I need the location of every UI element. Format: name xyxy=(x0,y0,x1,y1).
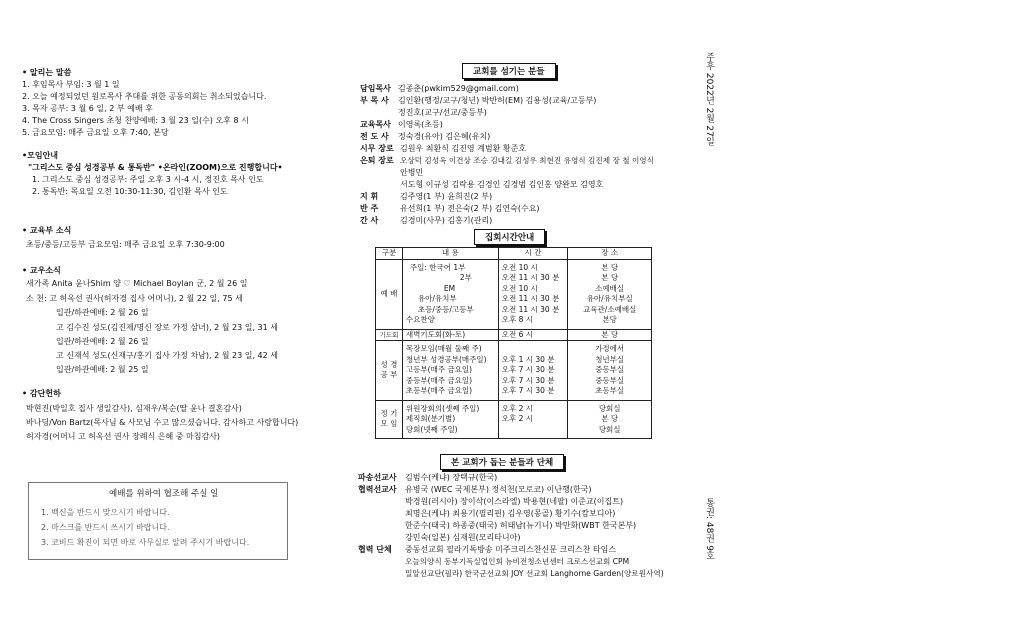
member-item: 입관/하관예배: 2 월 26 일 xyxy=(56,337,149,346)
schedule-time xyxy=(502,425,565,436)
staff-label: 전 도 사 xyxy=(360,132,389,141)
schedule-place: 본당 xyxy=(602,315,617,324)
notice-box xyxy=(28,482,288,560)
schedule-content: 2부 xyxy=(459,273,472,282)
schedule-content: 주일: 한국어 1부 xyxy=(409,262,466,272)
schedule-header: 구분 xyxy=(376,248,403,260)
schedule-place: 초등부실 xyxy=(595,386,625,395)
education-title: • 교육부 소식 xyxy=(22,226,72,235)
staff-text: 김원우 최환식 김진영 계범환 황준호 xyxy=(400,144,527,153)
staff-text: 오상덕 김성옥 이건상 조승 김내길 김성우 최현진 유영식 김진제 장 철 이영식 xyxy=(400,156,654,165)
member-item: 입관/하관예배: 2 월 26 일 xyxy=(56,308,149,317)
schedule-content: 초등부(매주 금요일) xyxy=(405,386,473,395)
staff-label: 담임목사 xyxy=(360,84,391,93)
announcements-title: • 알리는 말씀 xyxy=(22,68,72,77)
staff-text: 정진호(교구/선교/중등부) xyxy=(398,108,487,117)
mission-label: 파송선교사 xyxy=(358,473,397,482)
announcement-item: 3. 목자 공부: 3 월 6 일, 2 부 예배 후 xyxy=(22,104,153,113)
schedule-place: 청년부실 xyxy=(595,354,625,364)
staff-text: 김경미(사무) 김홍기(관리) xyxy=(400,216,493,225)
member-item: 고 신재석 성도(신재구/홍기 집사 가정 차남), 2 월 23 일, 42 세 xyxy=(56,351,279,360)
schedule-place: 본 당 xyxy=(601,273,619,282)
mission-label: 협력 단체 xyxy=(358,545,392,554)
schedule-time: 오후 1 시 30 분 xyxy=(501,354,555,364)
mission-text: 한준수(태국) 하종중(태국) 허태남(뉴기니) 박만화(WBT 한국본부) xyxy=(405,521,637,530)
member-item: 고 김수진 성도(김진제/명신 장로 가정 삼녀), 2 월 23 일, 31 세 xyxy=(56,323,279,332)
schedule-time: 오전 10 시 xyxy=(501,262,538,272)
bulletin-volume: 통권: 48권 9호 xyxy=(704,498,714,560)
notice-item: 3. 코비드 확진이 되면 바로 사무실로 알려 주시기 바랍니다. xyxy=(41,538,250,547)
schedule-time xyxy=(502,344,565,355)
schedule-header-row xyxy=(376,248,652,260)
staff-text: 김주영(1 부) 윤희진(2 부) xyxy=(400,192,493,201)
mission-text: 강민숙(일본) 심재원(모리타니아) xyxy=(405,533,521,542)
schedule-place: 당회실 xyxy=(598,424,621,434)
schedule-place: 본 당 xyxy=(601,262,619,272)
schedule-category: 기도회 xyxy=(376,329,403,341)
schedule-place: 본 당 xyxy=(601,414,619,423)
schedule-time: 오후 2 시 xyxy=(501,414,533,423)
staff-label: 시무 장로 xyxy=(360,144,394,153)
member-item: 소 천: 고 허옥선 권사(허자경 집사 어머니), 2 월 22 일, 75 세 xyxy=(26,294,243,303)
schedule-row-regular xyxy=(376,400,652,439)
schedule-content: 유아/유치부 xyxy=(417,294,457,303)
staff-label: 지 휘 xyxy=(360,192,379,201)
schedule-place: 가정에서 xyxy=(595,344,625,353)
schedule-row-study xyxy=(376,341,652,401)
schedule-content: 당회(넷째 주일) xyxy=(405,424,458,434)
schedule-place: 본 당 xyxy=(568,329,652,341)
bulletin-date: 주후 2022년 2월 27일 xyxy=(704,52,714,146)
member-item: 입관/하관예배: 2 월 25 일 xyxy=(56,365,149,374)
meeting-item: 1. 그리스도 중심 성경공부: 주일 오후 3 시-4 시, 정진호 목사 인도 xyxy=(32,175,264,184)
schedule-time: 오전 11 시 30 분 xyxy=(501,273,560,282)
schedule-content: EM xyxy=(443,283,456,293)
education-item: 초등/중등/고등부 금요모임: 매주 금요일 오후 7:30-9:00 xyxy=(26,240,225,249)
schedule-place: 유아/유치부실 xyxy=(586,294,633,303)
schedule-row-worship xyxy=(376,259,652,329)
staff-label: 간 사 xyxy=(360,216,379,225)
announcement-item: 2. 오늘 예정되었던 원로목사 추대를 위한 공동의회는 취소되었습니다. xyxy=(22,92,267,101)
mission-text: 오늘의양식 동부기독실업인회 뉴비전청소년센터 크로스선교회 CPM xyxy=(405,557,630,566)
mission-text: 김범수(케냐) 장택규(한국) xyxy=(405,473,498,482)
schedule-category: 예 배 xyxy=(376,259,403,329)
thanks-item: 박현진(박일호 집사 생일감사), 심재우/복순(딸 윤나 결혼감사) xyxy=(26,404,242,413)
notice-title: 예배를 위하여 협조해 주실 일 xyxy=(109,489,219,499)
thanks-item: 허자경(어머니 고 허옥선 권사 장례식 은혜 중 마침감사) xyxy=(26,432,221,441)
schedule-content: 고등부(매주 금요일) xyxy=(405,365,473,374)
schedule-content: 청년부 성경공부(매주일) xyxy=(405,354,487,364)
mission-text: 유병국 (WEC 국제본부) 정석천(모로코) 이난행(한국) xyxy=(405,485,592,494)
schedule-time: 오후 7 시 30 분 xyxy=(501,365,555,374)
staff-text: 서도형 이규성 김락용 김경인 김경범 김인홍 양완모 김영호 xyxy=(400,180,604,189)
meeting-item: 2. 통독반: 목요일 오전 10:30-11:30, 김인환 목사 인도 xyxy=(32,187,228,196)
schedule-time: 오후 7 시 30 분 xyxy=(501,386,555,395)
meetings-title: •모임안내 xyxy=(22,151,59,160)
schedule-header: 내 용 xyxy=(402,248,498,260)
schedule-time: 오후 2 시 xyxy=(501,403,533,413)
schedule-content: 초등/중등/고등부 xyxy=(417,304,474,314)
missions-title: 본 교회가 돕는 분들과 단체 xyxy=(440,454,564,470)
schedule-place: 교육관/소예배실 xyxy=(583,304,637,314)
staff-label: 부 목 사 xyxy=(360,96,389,105)
schedule-header: 시 간 xyxy=(498,248,568,260)
schedule-time: 오전 11 시 30 분 xyxy=(501,304,560,314)
staff-text: 정숙경(유아) 김은혜(유치) xyxy=(398,132,491,141)
schedule-time: 오전 6 시 xyxy=(498,329,568,341)
schedule-category: 정 기 모 임 xyxy=(376,400,403,439)
staff-title: 교회를 섬기는 분들 xyxy=(462,63,556,79)
notice-item: 2. 마스크를 반드시 쓰시기 바랍니다. xyxy=(41,523,170,532)
schedule-category: 성 경 공 부 xyxy=(376,341,403,401)
staff-text: 이영록(초등) xyxy=(398,120,443,129)
meetings-subtitle: "그리스도 중심 성경공부 & 통독반" •온라인(ZOOM)으로 진행합니다• xyxy=(28,163,283,172)
mission-text: 밀알선교단(필라) 한국군선교회 JOY 선교회 Langhorne Garden(양로원사역) xyxy=(405,569,664,578)
thanks-title: • 감단헌하 xyxy=(22,389,61,398)
staff-text: 유선희(1 부) 전은숙(2 부) 김연숙(수요) xyxy=(400,204,540,213)
announcement-item: 4. The Cross Singers 초청 찬양예배: 3 월 23 일(수) 오후 8 시 xyxy=(22,116,249,125)
mission-text: 박경원(러시아) 장이삭(이스라엘) 박용현(네팔) 이준교(이집트) xyxy=(405,497,624,506)
announcement-item: 1. 후임목사 부임: 3 월 1 일 xyxy=(22,80,120,89)
members-title: • 교우소식 xyxy=(22,266,61,275)
mission-label: 협력선교사 xyxy=(358,485,397,494)
schedule-place: 중등부실 xyxy=(595,375,625,385)
schedule-time: 오전 11 시 30 분 xyxy=(501,294,560,303)
schedule-title: 집회시간안내 xyxy=(474,229,545,245)
schedule-content: 목장모임(매월 둘째 주) xyxy=(405,344,482,353)
schedule-row-prayer xyxy=(376,329,652,341)
staff-text: 김인환(행정/교구/청년) 박반허(EM) 김용성(교육/고등부) xyxy=(398,96,597,105)
schedule-header: 장 소 xyxy=(568,248,652,260)
schedule-time: 오후 7 시 30 분 xyxy=(501,375,555,385)
schedule-content: 위원장회의(셋째 주일) xyxy=(405,403,480,413)
staff-text: 안병민 xyxy=(400,168,424,177)
mission-text: 중동선교회 필라기독방송 미주크리스찬신문 크리스찬 타임스 xyxy=(405,545,617,554)
notice-item: 1. 백신을 반드시 맞으시기 바랍니다. xyxy=(41,508,170,517)
staff-text: 김종춘(pwkim529@gmail.com) xyxy=(398,84,519,93)
schedule-place: 소예배실 xyxy=(595,283,625,293)
announcement-item: 5. 금요모임: 매주 금요일 오후 7:40, 본당 xyxy=(22,128,169,137)
mission-text: 최명은(케냐) 최용기(필리핀) 김우영(몽골) 황기수(캄보디아) xyxy=(405,509,616,518)
schedule-content: 중등부(매주 금요일) xyxy=(405,375,473,385)
schedule-time: 오전 10 시 xyxy=(501,283,538,293)
staff-label: 교육목사 xyxy=(360,120,391,129)
schedule-content: 수요찬양 xyxy=(405,315,435,324)
schedule-place: 중등부실 xyxy=(595,365,625,374)
member-item: 새가족 Anita 윤나Shim 양 ♡ Michael Boylan 군, 2 월 26 일 xyxy=(26,279,248,288)
schedule-place: 당회실 xyxy=(598,403,621,413)
staff-label: 은퇴 장로 xyxy=(360,156,394,165)
thanks-item: 바나딩/Von Bartz(목사님 & 사모님 수고 많으셨습니다. 감사하고 사랑합니다) xyxy=(26,418,299,427)
schedule-content: 제직회(분기별) xyxy=(405,414,456,423)
schedule-time: 오후 8 시 xyxy=(501,315,533,324)
schedule-table xyxy=(375,247,652,439)
schedule-content: 새벽기도회(화-토) xyxy=(402,329,498,341)
staff-label: 반 주 xyxy=(360,204,379,213)
